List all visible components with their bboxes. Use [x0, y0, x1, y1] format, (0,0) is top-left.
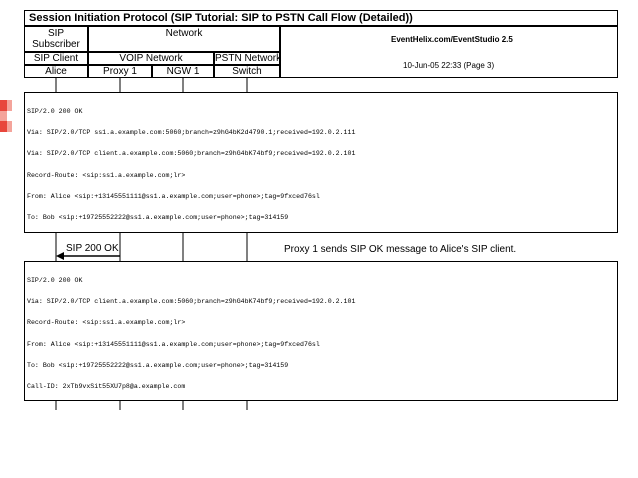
arrow-description: Proxy 1 sends SIP OK message to Alice's SIP client. [284, 244, 517, 255]
entity-alice: Alice [24, 65, 88, 78]
entity-switch: Switch [214, 65, 280, 78]
msg2-header-line: To: Bob <sip:+19725552222@ss1.a.example.com;user=phone>;tag=314159 [27, 361, 289, 369]
msg1-header-line: To: Bob <sip:+19725552222@ss1.a.example.com;user=phone>;tag=314159 [27, 213, 289, 221]
page-title: Session Initiation Protocol (SIP Tutorial: SIP to PSTN Call Flow (Detailed)) [24, 10, 618, 26]
header-pstn-network: PSTN Network [215, 53, 282, 64]
header-sip-client: SIP Client [24, 52, 88, 65]
header-info-panel [280, 26, 618, 78]
msg2-header-line: Call-ID: 2xTb9vxSit55XU7p8@a.example.com [27, 382, 186, 390]
msg2-header-line: From: Alice <sip:+13145551111@ss1.a.example.com;user=phone>;tag=9fxced76sl [27, 340, 320, 348]
sip-message-box-1 [24, 92, 618, 233]
header-voip-network: VOIP Network [88, 52, 214, 65]
sip-200-ok-label: SIP 200 OK [66, 243, 119, 254]
highlight-marker-icon [0, 100, 12, 132]
msg1-header-line: Record-Route: <sip:ss1.a.example.com;lr> [27, 171, 186, 179]
msg1-header-line: Via: SIP/2.0/TCP client.a.example.com:5060;branch=z9hG4bK74bf9;received=192.0.2.101 [27, 150, 356, 158]
header-network: Network [88, 26, 280, 52]
msg2-header-line: Via: SIP/2.0/TCP client.a.example.com:5060;branch=z9hG4bK74bf9;received=192.0.2.101 [27, 298, 356, 306]
msg1-header-line: SIP/2.0 200 OK [27, 108, 83, 116]
sip-200-ok-arrowhead [56, 252, 64, 260]
brand-label: EventHelix.com/EventStudio 2.5 [391, 35, 513, 44]
msg1-header-line: From: Alice <sip:+13145551111@ss1.a.example.com;user=phone>;tag=9fxced76sl [27, 192, 320, 200]
entity-ngw-1: NGW 1 [152, 65, 214, 78]
msg2-header-line: Record-Route: <sip:ss1.a.example.com;lr> [27, 319, 186, 327]
msg2-header-line: SIP/2.0 200 OK [27, 277, 83, 285]
msg1-header-line: Via: SIP/2.0/TCP ss1.a.example.com:5060;branch=z9hG4bK2d4790.1;received=192.0.2.111 [27, 129, 356, 137]
entity-proxy-1: Proxy 1 [88, 65, 152, 78]
header-sip-subscriber: SIP Subscriber [24, 26, 88, 52]
date-label: 10-Jun-05 22:33 (Page 3) [403, 61, 495, 70]
sip-message-box-2 [24, 261, 618, 401]
